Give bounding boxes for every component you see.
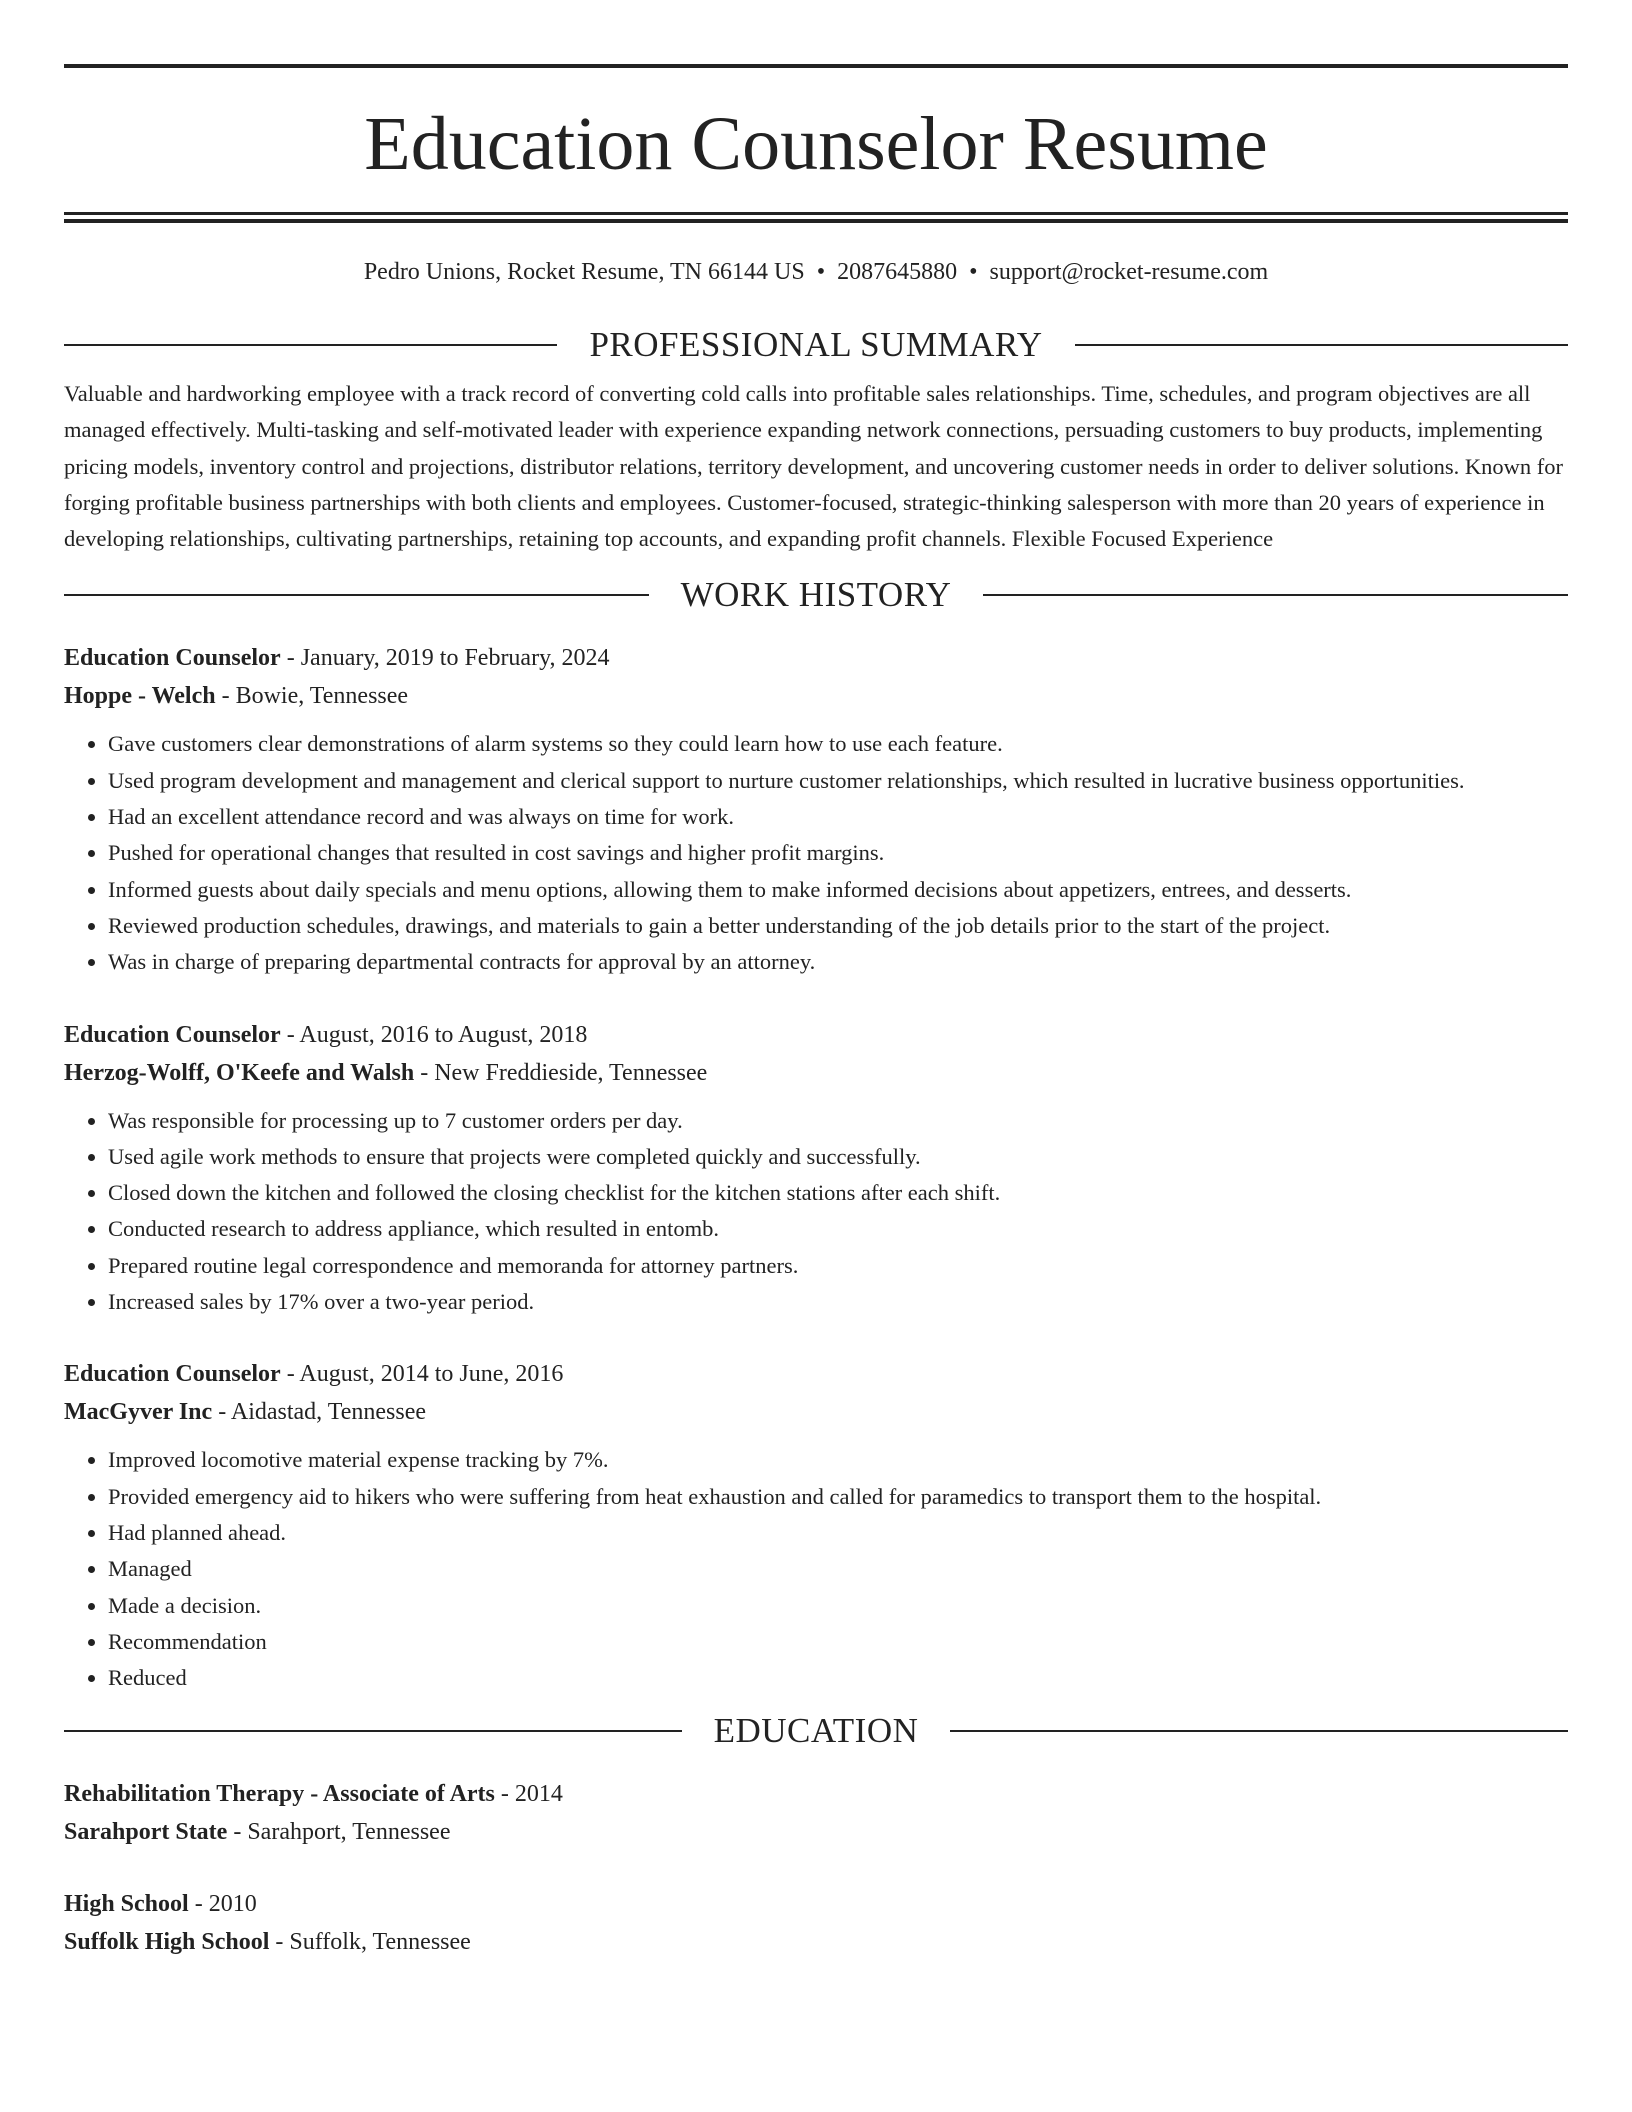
job-bullets — [64, 726, 1568, 980]
education-heading: EDUCATION — [713, 1711, 919, 1751]
contact-separator: • — [816, 259, 826, 285]
job-company: Herzog-Wolff, O'Keefe and Walsh — [64, 1059, 415, 1086]
education-year: - 2014 — [494, 1781, 563, 1808]
section-divider — [64, 344, 557, 346]
summary-section-header — [64, 325, 1568, 365]
job-title-line — [64, 639, 1568, 677]
contact-address: Pedro Unions, Rocket Resume, TN 66144 US — [363, 259, 805, 285]
list-item: • Used agile work methods to ensure that projects were completed quickly and successfully. — [108, 1139, 1568, 1175]
job-company-line — [64, 677, 1568, 715]
job-company: Hoppe - Welch — [64, 683, 216, 710]
education-degree-line — [64, 1885, 1568, 1923]
title-double-rule — [64, 212, 1568, 223]
section-divider — [64, 594, 649, 596]
work-section-header — [64, 575, 1568, 615]
job-company-line — [64, 1393, 1568, 1431]
list-item: • Increased sales by 17% over a two-year period. — [108, 1284, 1568, 1320]
list-item: • Reduced — [108, 1660, 1568, 1696]
education-section-header — [64, 1711, 1568, 1751]
job-company: MacGyver Inc — [64, 1399, 213, 1426]
job-location: - Bowie, Tennessee — [215, 683, 409, 710]
list-item: • Conducted research to address appliance, which resulted in entomb. — [108, 1211, 1568, 1247]
job-dates: - August, 2016 to August, 2018 — [280, 1021, 588, 1048]
job-title: Education Counselor — [64, 645, 281, 672]
list-item: • Had planned ahead. — [108, 1515, 1568, 1551]
resume-page — [64, 64, 1568, 1961]
job-title: Education Counselor — [64, 1361, 281, 1388]
summary-text: Valuable and hardworking employee with a track record of converting cold calls into profitable sales relationships. Time, schedules, and program objectives are all managed effectively. Multi-tasking and self-motivated leader with experience expanding network connections, persuading customers to buy products, implementing pricing models, inventory control and projections, distributor relations, territory development, and uncovering customer needs in order to deliver solutions. Known for forging profitable business partnerships with both clients and employees. Customer-focused, strategic-thinking salesperson with more than 20 years of experience in developing relationships, cultivating partnerships, retaining top accounts, and expanding profit channels. Flexible Focused Experience — [64, 381, 1564, 552]
list-item: • Closed down the kitchen and followed the closing checklist for the kitchen stations after each shift. — [108, 1175, 1568, 1211]
job-location: - Aidastad, Tennessee — [212, 1399, 427, 1426]
job-company-line — [64, 1054, 1568, 1092]
job-title: Education Counselor — [64, 1021, 281, 1048]
education-entry — [64, 1775, 1568, 1851]
job-dates: - January, 2019 to February, 2024 — [280, 645, 610, 672]
list-item: • Gave customers clear demonstrations of alarm systems so they could learn how to use each feature. — [108, 726, 1568, 762]
section-divider — [950, 1730, 1568, 1732]
job-entry — [64, 1355, 1568, 1696]
education-school-line — [64, 1813, 1568, 1851]
education-entry — [64, 1885, 1568, 1961]
education-school: Sarahport State — [64, 1819, 228, 1846]
education-location: - Suffolk, Tennessee — [269, 1929, 471, 1956]
job-location: - New Freddieside, Tennessee — [414, 1059, 708, 1086]
section-divider — [1075, 344, 1568, 346]
education-degree-line — [64, 1775, 1568, 1813]
contact-phone: 2087645880 — [837, 259, 958, 285]
education-school: Suffolk High School — [64, 1929, 270, 1956]
list-item: • Informed guests about daily specials and menu options, allowing them to make informed decisions about appetizers, entrees, and desserts. — [108, 872, 1568, 908]
list-item: • Reviewed production schedules, drawings, and materials to gain a better understanding of the job details prior to the start of the project. — [108, 908, 1568, 944]
job-bullets — [64, 1103, 1568, 1321]
job-entry — [64, 1016, 1568, 1321]
education-year: - 2010 — [188, 1891, 257, 1918]
list-item: • Was responsible for processing up to 7 customer orders per day. — [108, 1103, 1568, 1139]
job-title-line — [64, 1355, 1568, 1393]
contact-separator: • — [969, 259, 978, 285]
top-rule — [64, 64, 1568, 68]
job-bullets — [64, 1442, 1568, 1696]
education-degree: High School — [64, 1891, 189, 1918]
resume-title: Education Counselor Resume — [364, 102, 1268, 186]
list-item: • Made a decision. — [108, 1588, 1568, 1624]
list-item: • Pushed for operational changes that resulted in cost savings and higher profit margins. — [108, 835, 1568, 871]
job-entry — [64, 639, 1568, 980]
summary-heading: PROFESSIONAL SUMMARY — [589, 325, 1043, 364]
list-item: • Managed — [108, 1551, 1568, 1587]
contact-email: support@rocket-resume.com — [989, 259, 1269, 285]
list-item: • Improved locomotive material expense tracking by 7%. — [108, 1442, 1568, 1478]
list-item: • Used program development and management and clerical support to nurture customer relationships, which resulted in lucrative business opportunities. — [108, 763, 1568, 799]
list-item: • Provided emergency aid to hikers who were suffering from heat exhaustion and called for paramedics to transport them to the hospital. — [108, 1479, 1568, 1515]
list-item: • Prepared routine legal correspondence and memoranda for attorney partners. — [108, 1248, 1568, 1284]
list-item: • Had an excellent attendance record and was always on time for work. — [108, 799, 1568, 835]
list-item: • Recommendation — [108, 1624, 1568, 1660]
job-dates: - August, 2014 to June, 2016 — [280, 1361, 564, 1388]
education-school-line — [64, 1923, 1568, 1961]
education-degree: Rehabilitation Therapy - Associate of Arts — [64, 1781, 495, 1808]
job-title-line — [64, 1016, 1568, 1054]
list-item: • Was in charge of preparing departmental contracts for approval by an attorney. — [108, 944, 1568, 980]
section-divider — [983, 594, 1568, 596]
section-divider — [64, 1730, 682, 1732]
work-heading: WORK HISTORY — [680, 575, 952, 615]
contact-line — [64, 257, 1568, 287]
education-location: - Sarahport, Tennessee — [227, 1819, 451, 1846]
